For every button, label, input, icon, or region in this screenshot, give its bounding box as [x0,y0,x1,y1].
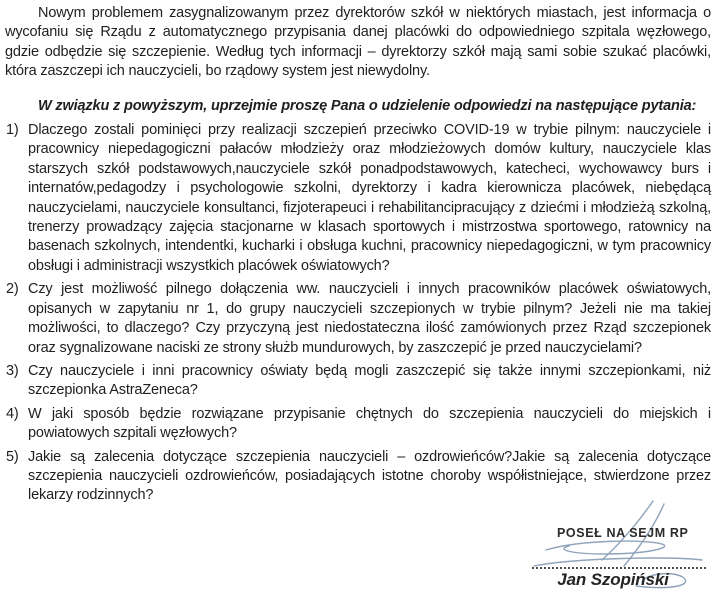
question-item [5,121,711,276]
question-number: 2) [6,281,19,298]
question-text: Jakie są zalecenia dotyczące szczepienia nauczycieli – ozdrowieńców?Jakie są zalecenia dotyczące szczepienia nauczycieli ozdrowieńców, posiadających istotne choroby współistniejące, stwierdzone przez lekarzy rodzinnych? [28,448,711,504]
question-item [5,362,711,401]
signature-block [524,498,714,596]
question-text: Dlaczego zostali pominięci przy realizacji szczepień przeciwko COVID-19 w trybie pilnym: nauczyciele i pracownicy niepedagogiczni pałaców młodzieży oraz młodzieżowych domów kultury, nauczyciele klas starszych szkół podstawowych,nauczyciele szkół ponadpodstawowych, katecheci, wychowawcy burs i internatów,pedagodzy i psychologowie szkolni, dyrektorzy i kadra kierownicza placówek, niebędącą nauczycielami, nauczyciele konsultanci, fizjoterapeuci i rehabilitancipracujący z dziećmi i młodzieżą szkolną, trenerzy prowadzący zajęcia stacjonarne w klasach sportowych i mistrzostwa sportowego, ratownicy na basenach szkolnych, intendentki, kucharki i obsługa kuchni, pracownicy niepedagogiczni, w tym pracownicy obsługi i administracji wszystkich placówek oświatowych? [28,122,711,274]
question-text: Czy nauczyciele i inni pracownicy oświaty będą mogli zaszczepić się także innymi szczepionkami, niż szczepionka AstraZeneca? [28,362,711,399]
question-number: 4) [6,405,19,422]
question-number: 1) [6,122,19,139]
request-line: W związku z powyższym, uprzejmie proszę Pana o udzielenie odpowiedzi na następujące pytania: [38,97,697,114]
intro-paragraph: Nowym problemem zasygnalizowanym przez dyrektorów szkół w niektórych miastach, jest informacja o wycofaniu się Rządu z automatycznego przypisania danej placówki do odpowiedniego szpitala węzłowego, gdzie odbędzie się szczepienie. Według tych informacji – dyrektorzy szkół mają sami sobie szukać placówki, która zaszczepi ich nauczycieli, bo rządowy system jest niewydolny. [5,5,711,80]
question-number: 5) [6,448,19,465]
question-item [5,280,711,358]
question-text: Czy jest możliwość pilnego dołączenia ww. nauczycieli i innych pracowników placówek oświatowych, opisanych w zapytaniu nr 1, do grupy nauczycieli szczepionych w trybie pilnym? Jeżeli nie ma takiej możliwości, to dlaczego? Czy przyczyną jest niedostateczna ilość zamówionych przez Rząd szczepionek oraz sygnalizowane naciski ze strony służb mundurowych, by zaszczepić je przed nauczycielami? [28,281,711,356]
question-text: W jaki sposób będzie rozwiązane przypisanie chętnych do szczepienia nauczycieli do miejskich i powiatowych szpitali węzłowych? [28,405,711,442]
signature-title: POSEŁ NA SEJM RP [557,526,689,540]
signature-dotted-line [532,567,706,569]
question-item [5,405,711,444]
question-number: 3) [6,362,19,379]
questions-list [5,121,711,506]
signature-name: Jan Szopiński [557,570,669,589]
